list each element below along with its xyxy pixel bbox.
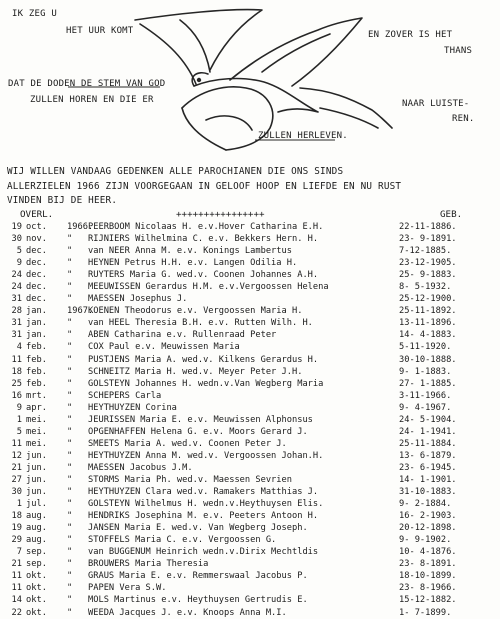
deceased-list [2,221,498,619]
table-row [2,233,498,245]
intro-line-2: ALLERZIELEN 1966 ZIJN VOORGEGAAN IN GELOOF HOOP EN LIEFDE EN NU RUST [7,181,402,192]
person-name: HENDRIKS Josephina M. e.v. Peeters Antoon H. [88,511,319,522]
header-overleden: OVERL. [20,209,54,220]
table-row [2,570,498,582]
birth-date: 27- 1-1885. [399,378,457,389]
death-day: 25 [11,378,22,389]
header-divider: ++++++++++++++++ [176,209,265,220]
flyer-text-thans: THANS [444,46,473,56]
person-name: GRAUS Maria E. e.v. Remmerswaal Jacobus P. [88,571,308,582]
death-year: " [67,499,73,510]
person-name: van NEER Anna M. e.v. Konings Lambertus [88,246,292,257]
death-month: aug. [26,535,47,546]
death-year: " [67,547,73,558]
birth-date: 23- 6-1945. [399,462,457,473]
death-year: " [67,234,73,245]
death-day: 21 [11,462,22,473]
table-row [2,366,498,378]
death-year: " [67,378,73,389]
death-month: feb. [26,378,47,389]
death-month: okt. [26,571,47,582]
death-month: apr. [26,402,47,413]
intro-line-3: VINDEN BIJ DE HEER. [7,195,118,206]
death-month: mei. [26,438,47,449]
person-name: SMEETS Maria A. wed.v. Coonen Peter J. [88,438,287,449]
person-name: PEERBOOM Nicolaas H. e.v.Hover Catharina E.H. [88,222,324,232]
tail-outline [300,88,392,128]
death-year: " [67,282,73,293]
death-day: 5 [16,246,22,257]
birth-date: 9- 1-1883. [399,366,452,377]
death-day: 18 [11,366,22,377]
death-day: 27 [11,474,22,485]
death-year: " [67,438,73,449]
header-geboren: GEB. [440,209,463,220]
death-day: 21 [11,559,22,570]
table-row [2,317,498,329]
person-name: MAESSEN Josephus J. [88,294,188,305]
death-day: 5 [16,426,22,437]
birth-date: 9- 9-1902. [399,535,452,546]
flyer-text-het-uur-komt: HET UUR KOMT [66,26,134,36]
death-month: jun. [26,462,47,473]
birth-date: 30-10-1888. [399,354,457,365]
death-year: " [67,258,73,269]
table-row [2,402,498,414]
birth-date: 14- 4-1883. [399,330,457,341]
table-row [2,607,498,619]
death-day: 18 [11,511,22,522]
person-name: OPGENHAFFEN Helena G. e.v. Moors Gerard J. [88,426,308,437]
table-row [2,510,498,522]
table-row [2,450,498,462]
birth-date: 25-11-1884. [399,438,457,449]
death-year: " [67,402,73,413]
death-year: " [67,354,73,365]
table-row [2,426,498,438]
death-year: " [67,270,73,281]
person-name: BROUWERS Maria Theresia [88,559,209,570]
flyer-text-en-zover-is-het: EN ZOVER IS HET [368,30,453,40]
death-day: 1 [16,414,22,425]
wing-stroke [140,24,196,84]
wing-stroke [206,116,252,130]
death-year: " [67,595,73,606]
birth-date: 23- 9-1891. [399,234,457,245]
body-outline [194,79,318,112]
flyer-text-dat-de-doden: DAT DE DODEN DE STEM VAN GOD [8,79,166,89]
person-name: SCHNEITZ Maria H. wed.v. Meyer Peter J.H. [88,366,303,377]
birth-date: 31-10-1883. [399,487,457,498]
person-name: GOLSTEYN Wilhelmus H. wedn.v.Heythuysen Elis. [88,499,324,510]
birth-date: 20-12-1898. [399,523,457,534]
birth-date: 3-11-1966. [399,390,452,401]
death-year: " [67,535,73,546]
death-month: mei. [26,414,47,425]
birth-date: 18-10-1899. [399,571,457,582]
death-year: " [67,318,73,329]
flyer-text-naar-luisteren: NAAR LUISTE- [402,99,470,109]
person-name: JEURISSEN Maria E. e.v. Meuwissen Alphonsus [88,414,313,425]
table-row [2,546,498,558]
table-row [2,341,498,353]
death-month: jul. [26,499,47,510]
death-day: 29 [11,535,22,546]
death-day: 16 [11,390,22,401]
death-day: 24 [11,270,22,281]
death-day: 30 [11,234,22,245]
death-day: 19 [11,523,22,534]
person-name: HEYTHUYZEN Corina [88,402,177,413]
death-year: " [67,474,73,485]
death-year: " [67,366,73,377]
death-year: 1966. [67,222,94,232]
death-day: 11 [11,438,22,449]
table-row [2,486,498,498]
death-day: 31 [11,318,22,329]
death-month: dec. [26,282,47,293]
death-year: " [67,414,73,425]
birth-date: 7-12-1885. [399,246,452,257]
birth-date: 25- 9-1883. [399,270,457,281]
death-year: " [67,607,73,618]
table-row [2,329,498,341]
death-day: 19 [11,222,22,232]
birth-date: 8- 5-1932. [399,282,452,293]
death-year: 1967. [67,306,94,317]
death-month: okt. [26,607,47,618]
death-month: aug. [26,523,47,534]
death-year: " [67,330,73,341]
person-name: MEEUWISSEN Gerardus H.M. e.v.Vergoossen Helena [88,282,329,293]
death-month: jun. [26,487,47,498]
table-row [2,498,498,510]
death-month: jun. [26,450,47,461]
death-year: " [67,462,73,473]
birth-date: 13-11-1896. [399,318,457,329]
death-year: " [67,342,73,353]
flyer-text-zullen-horen: ZULLEN HOREN EN DIE ER [30,95,154,105]
table-row [2,221,498,233]
death-day: 24 [11,282,22,293]
death-day: 22 [11,607,22,618]
death-month: dec. [26,258,47,269]
intro-line-1: WIJ WILLEN VANDAAG GEDENKEN ALLE PAROCHIANEN DIE ONS SINDS [7,166,344,177]
table-row [2,534,498,546]
death-year: " [67,583,73,594]
birth-date: 23- 8-1966. [399,583,457,594]
person-name: HEYTHUYZEN Anna M. wed.v. Vergoossen Johan.H. [88,450,324,461]
birth-date: 15-12-1882. [399,595,457,606]
birth-date: 24- 5-1904. [399,414,457,425]
table-row [2,390,498,402]
death-day: 30 [11,487,22,498]
death-month: dec. [26,270,47,281]
death-month: feb. [26,366,47,377]
wing-stroke [182,108,226,150]
wing-stroke [262,34,330,72]
flyer-text-ren: REN. [452,114,475,124]
table-row [2,558,498,570]
table-row [2,245,498,257]
table-row [2,293,498,305]
death-year: " [67,487,73,498]
table-row [2,257,498,269]
death-month: jan. [26,330,47,341]
death-year: " [67,571,73,582]
table-row [2,378,498,390]
tail-outline [320,108,378,128]
person-name: van HEEL Theresia B.H. e.v. Rutten Wilh. H. [88,318,313,329]
death-year: " [67,511,73,522]
death-month: dec. [26,294,47,305]
table-row [2,281,498,293]
death-day: 14 [11,595,22,606]
death-day: 1 [16,499,22,510]
death-month: jan. [26,306,47,317]
death-month: mei. [26,426,47,437]
flyer-text-zullen-herleven: ZULLEN HERLEVEN. [258,131,348,141]
person-name: SCHEPERS Carla [88,390,162,401]
birth-date: 13- 6-1879. [399,450,457,461]
death-year: " [67,426,73,437]
death-year: " [67,559,73,570]
person-name: PUSTJENS Maria A. wed.v. Kilkens Gerardus H. [88,354,319,365]
death-month: mrt. [26,390,47,401]
death-day: 11 [11,571,22,582]
table-row [2,582,498,594]
death-year: " [67,450,73,461]
birth-date: 10- 4-1876. [399,547,457,558]
death-month: jan. [26,318,47,329]
person-name: WEEDA Jacques J. e.v. Knoops Anna M.I. [88,607,287,618]
death-month: jun. [26,474,47,485]
birth-date: 23-12-1905. [399,258,457,269]
death-day: 9 [16,402,22,413]
death-day: 7 [16,547,22,558]
person-name: RUYTERS Maria G. wed.v. Coonen Johannes A.H. [88,270,319,281]
death-day: 31 [11,294,22,305]
birth-date: 1- 7-1899. [399,607,452,618]
table-row [2,594,498,606]
death-month: okt. [26,583,47,594]
birth-date: 22-11-1886. [399,222,457,232]
table-row [2,269,498,281]
death-month: feb. [26,354,47,365]
birth-date: 9- 2-1884. [399,499,452,510]
table-row [2,354,498,366]
person-name: KOENEN Theodorus e.v. Vergoossen Maria H. [88,306,303,317]
person-name: HEYNEN Petrus H.H. e.v. Langen Odilia H. [88,258,298,269]
birth-date: 25-11-1892. [399,306,457,317]
death-month: okt. [26,595,47,606]
death-year: " [67,246,73,257]
person-name: STOFFELS Maria C. e.v. Vergoossen G. [88,535,277,546]
death-month: feb. [26,342,47,353]
death-day: 4 [16,342,22,353]
death-day: 12 [11,450,22,461]
table-row [2,522,498,534]
person-name: ABEN Catharina e.v. Rullenraad Peter [88,330,277,341]
birth-date: 24- 1-1941. [399,426,457,437]
death-month: aug. [26,511,47,522]
death-month: sep. [26,547,47,558]
death-month: nov. [26,234,47,245]
birth-date: 5-11-1920. [399,342,452,353]
birth-date: 14- 1-1901. [399,474,457,485]
table-row [2,414,498,426]
person-name: GOLSTEYN Johannes H. wedn.v.Van Wegberg Maria [88,378,324,389]
person-name: MAESSEN Jacobus J.M. [88,462,193,473]
person-name: PAPEN Vera S.W. [88,583,167,594]
birth-date: 16- 2-1903. [399,511,457,522]
table-row [2,438,498,450]
person-name: COX Paul e.v. Meuwissen Maria [88,342,240,353]
death-day: 11 [11,354,22,365]
right-wing-outline [230,18,362,86]
death-month: dec. [26,246,47,257]
table-row [2,474,498,486]
birth-date: 23- 8-1891. [399,559,457,570]
birth-date: 9- 4-1967. [399,402,452,413]
person-name: STORMS Maria Ph. wed.v. Maessen Sevrien [88,474,292,485]
person-name: JANSEN Maria E. wed.v. Van Wegberg Joseph. [88,523,308,534]
death-day: 31 [11,330,22,341]
death-month: oct. [26,222,47,232]
death-day: 9 [16,258,22,269]
person-name: van BUGGENUM Heinrich wedn.v.Dirix Mechtldis [88,547,319,558]
table-row [2,305,498,317]
death-day: 11 [11,583,22,594]
death-year: " [67,294,73,305]
death-year: " [67,390,73,401]
death-month: sep. [26,559,47,570]
person-name: HEYTHUYZEN Clara wed.v. Ramakers Matthias J. [88,487,319,498]
eye [198,79,201,82]
birth-date: 25-12-1900. [399,294,457,305]
flyer-text-ik-zeg-u: IK ZEG U [12,9,57,19]
death-day: 28 [11,306,22,317]
person-name: MOLS Martinus e.v. Heythuysen Gertrudis E. [88,595,308,606]
person-name: RIJNIERS Wilhelmina C. e.v. Bekkers Hern. H. [88,234,319,245]
table-row [2,462,498,474]
death-year: " [67,523,73,534]
